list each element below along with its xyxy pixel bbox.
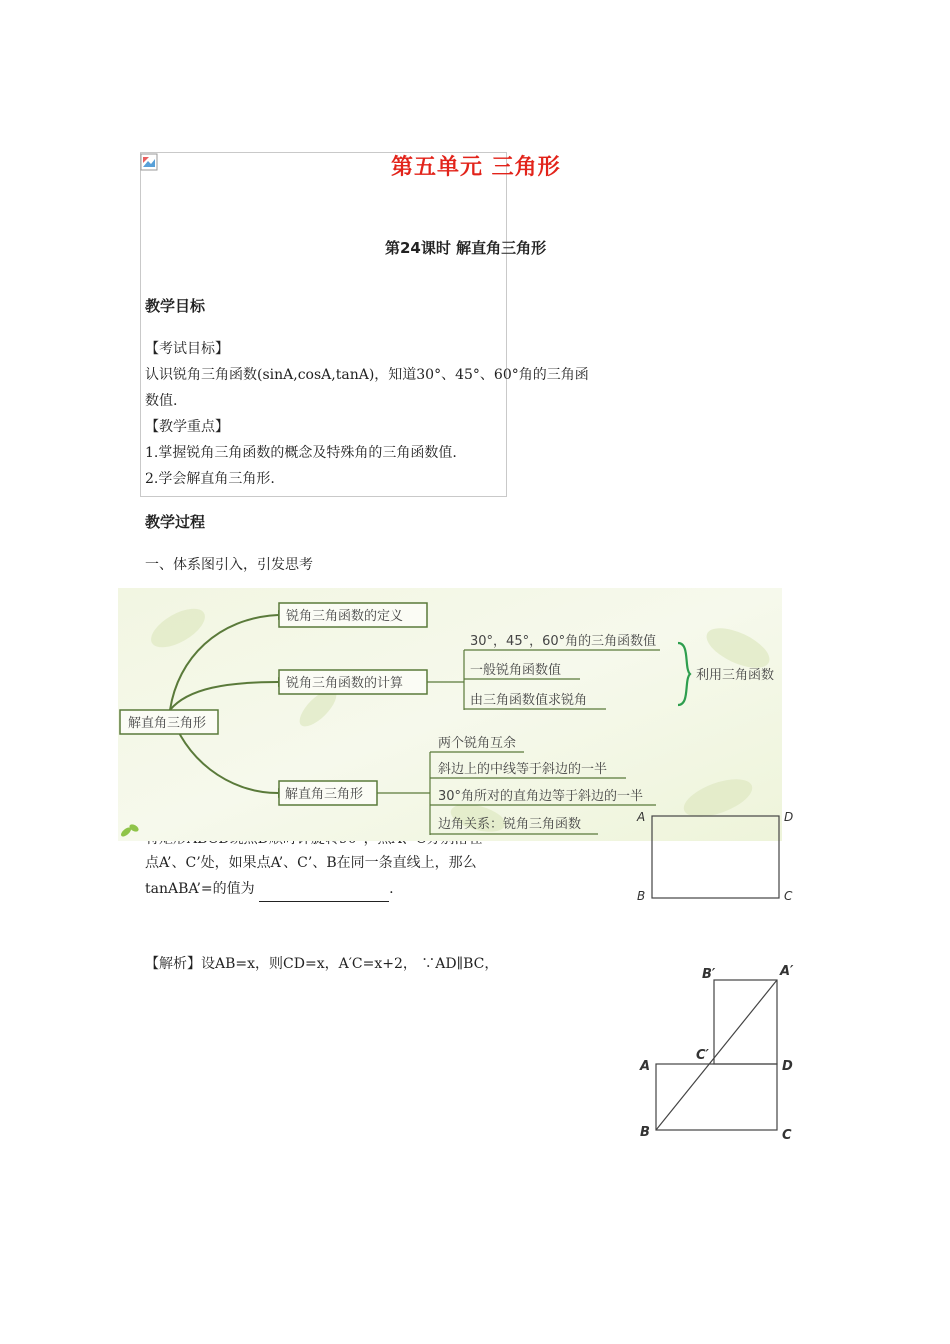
label-c-2: C	[782, 1128, 792, 1143]
label-b-2: B	[640, 1125, 650, 1140]
section-1-heading: 一、体系图引入，引发思考	[145, 557, 313, 573]
mindmap-root: 解直角三角形	[128, 716, 207, 731]
focus-item-2: 2.学会解直角三角形.	[145, 471, 275, 487]
label-a-2: A	[640, 1059, 651, 1074]
objectives-heading: 教学目标	[145, 297, 206, 315]
label-b-prime: B′	[702, 967, 716, 982]
problem-line-2: 点A’、C’处，如果点A’、C’、B在同一条直线上，那么	[145, 855, 477, 871]
diagonal-line	[656, 980, 777, 1130]
branch-2-label: 锐角三角函数的计算	[286, 676, 404, 691]
branch-3-child-1: 两个锐角互余	[438, 736, 517, 751]
label-d-2: D	[782, 1059, 793, 1074]
label-b: B	[637, 889, 646, 903]
rotated-figure	[632, 960, 807, 1145]
problem-line-3-text: tanABA’=的值为	[145, 881, 255, 897]
rectangle-abcd-2	[656, 1064, 777, 1130]
figure-2-lines	[656, 980, 777, 1130]
label-c: C	[784, 889, 793, 903]
exam-line-2: 数值.	[145, 393, 178, 409]
label-d: D	[784, 810, 794, 824]
focus-label: 【教学重点】	[145, 419, 229, 435]
mindmap-diagram	[118, 588, 782, 841]
label-c-prime: C′	[696, 1048, 709, 1063]
branch-3-label: 解直角三角形	[285, 787, 364, 802]
problem-line-3	[145, 876, 394, 902]
answer-blank	[259, 885, 389, 902]
exam-objectives	[145, 336, 589, 492]
lesson-title: 第24课时 解直角三角形	[385, 239, 547, 257]
exam-line-1: 认识锐角三角函数(sinA,cosA,tanA)，知道30°、45°、60°角的三角函	[145, 367, 589, 383]
unit-title: 第五单元 三角形	[391, 155, 561, 180]
branch-3-child-4: 边角关系：锐角三角函数	[438, 817, 582, 832]
focus-item-1: 1.掌握锐角三角函数的概念及特殊角的三角函数值.	[145, 445, 457, 461]
branch-3-child-2: 斜边上的中线等于斜边的一半	[438, 762, 608, 777]
label-a: A	[637, 810, 646, 824]
branch-2-child-3: 由三角函数值求锐角	[470, 693, 588, 708]
branch-2-child-1: 30°，45°，60°角的三角函数值	[470, 634, 657, 649]
branch-1-label: 锐角三角函数的定义	[286, 609, 404, 624]
process-heading: 教学过程	[145, 513, 206, 531]
broken-image-icon	[140, 153, 158, 171]
rectangle-figure	[632, 805, 802, 905]
brace-label: 利用三角函数	[696, 668, 775, 683]
branch-2-child-2: 一般锐角函数值	[470, 663, 562, 678]
problem-line-3-end: .	[389, 881, 394, 897]
analysis-text: 【解析】设AB=x，则CD=x，A′C=x+2， ∵AD∥BC，	[145, 956, 499, 972]
label-a-prime: A′	[780, 964, 794, 979]
exam-label: 【考试目标】	[145, 341, 229, 357]
branch-3-child-3: 30°角所对的直角边等于斜边的一半	[438, 789, 644, 804]
rectangle-abcd	[652, 816, 779, 898]
